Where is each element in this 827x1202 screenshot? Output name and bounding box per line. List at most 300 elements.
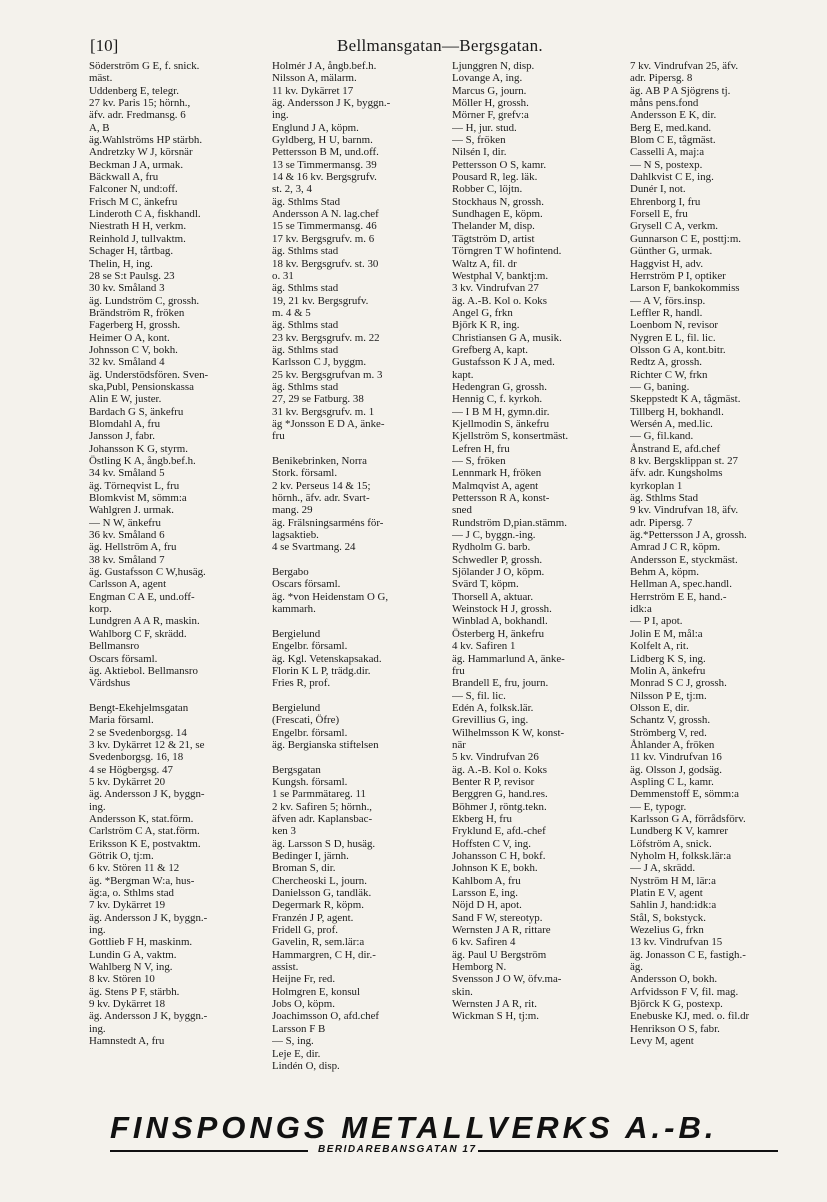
directory-line: Aspling C L, kamr. bbox=[630, 775, 714, 788]
directory-line: Sundhagen E, köpm. bbox=[452, 208, 543, 221]
directory-line: 31 kv. Bergsgrufv. m. 1 bbox=[272, 405, 375, 418]
directory-line: Larson F, bankokommiss bbox=[630, 282, 740, 295]
directory-line: 7 kv. Vindrufvan 25, äfv. bbox=[630, 60, 739, 72]
directory-line: 19, 21 kv. Bergsgrufv. bbox=[272, 294, 369, 307]
directory-line: Pousard R, leg. läk. bbox=[452, 171, 538, 184]
directory-line bbox=[272, 690, 450, 702]
directory-line: Dahlkvist C E, ing. bbox=[630, 171, 714, 184]
directory-line: Törngren T W hofintend. bbox=[452, 245, 562, 258]
directory-line: Chercheoski L, journ. bbox=[272, 874, 367, 887]
directory-line: Värdshus bbox=[89, 677, 131, 690]
directory-line: äg. Andersson J K, byggn.- bbox=[89, 1010, 208, 1023]
directory-line: Gustafsson K J A, med. bbox=[452, 356, 555, 369]
directory-line: — N W, änkefru bbox=[89, 516, 161, 529]
directory-line: Grysell C A, verkm. bbox=[630, 220, 719, 233]
directory-line: Thelander M, disp. bbox=[452, 220, 535, 233]
directory-line: Linderoth C A, fiskhandl. bbox=[89, 208, 201, 221]
directory-line: Olsson E, dir. bbox=[630, 701, 690, 714]
directory-line: Beckman J A, urmak. bbox=[89, 158, 184, 171]
directory-line: Blomkvist M, sömm:a bbox=[89, 492, 187, 505]
directory-line: Stockhaus N, grossh. bbox=[452, 195, 544, 208]
directory-line: Bardach G S, änkefru bbox=[89, 405, 184, 418]
directory-line: 11 kv. Dykärret 17 bbox=[272, 84, 354, 97]
directory-line: 36 kv. Småland 6 bbox=[89, 529, 165, 542]
directory-line: Franzén J P, agent. bbox=[272, 911, 354, 924]
directory-line: Leje E, dir. bbox=[272, 1047, 321, 1060]
directory-line: Schantz V, grossh. bbox=[630, 714, 711, 727]
directory-line: — H, jur. stud. bbox=[452, 121, 517, 134]
directory-line: äg. Kgl. Vetenskapsakad. bbox=[272, 652, 382, 665]
directory-line: Lefren H, fru bbox=[452, 442, 510, 455]
directory-line: Wahlgren J. urmak. bbox=[89, 504, 175, 517]
directory-line: äg. Frälsningsarméns för- bbox=[272, 516, 384, 529]
directory-line: Wernsten J A R, rittare bbox=[452, 924, 551, 937]
directory-line: Pettersson O S, kamr. bbox=[452, 158, 547, 171]
directory-line: A, B bbox=[89, 121, 110, 134]
directory-line: kammarh. bbox=[272, 603, 316, 616]
directory-line: Sjölander J O, köpm. bbox=[452, 566, 545, 579]
directory-line: Redtz A, grossh. bbox=[630, 356, 702, 369]
directory-line: Holmér J A, ångb.bef.h. bbox=[272, 60, 377, 72]
directory-line: Stål, S, bokstyck. bbox=[630, 911, 706, 924]
directory-line: Östling K A, ångb.bef.h. bbox=[89, 455, 196, 467]
directory-line: 9 kv. Dykärret 18 bbox=[89, 998, 166, 1011]
directory-line: Schwedler P, grossh. bbox=[452, 553, 543, 566]
directory-line: Lundin G A, vaktm. bbox=[89, 948, 177, 961]
directory-line: Wilhelmsson K W, konst- bbox=[452, 726, 565, 739]
directory-line: Nilsén I, dir. bbox=[452, 146, 507, 159]
directory-line: äg. Olsson J, godsäg. bbox=[630, 763, 722, 776]
directory-line bbox=[272, 554, 450, 566]
directory-line: Larsson E, ing. bbox=[452, 887, 518, 900]
directory-line: Svedenborgsg. 16, 18 bbox=[89, 751, 184, 764]
directory-line: idk:a bbox=[630, 603, 652, 616]
directory-line: Berg E, med.kand. bbox=[630, 121, 712, 134]
directory-line: äg. Bergianska stiftelsen bbox=[272, 738, 379, 751]
directory-line: Marcus G, journ. bbox=[452, 84, 527, 97]
directory-line: Wahlborg C F, skrädd. bbox=[89, 627, 187, 640]
directory-line: Florin K L P, trädg.dir. bbox=[272, 664, 371, 677]
directory-line: äg. Jonasson C E, fastigh.- bbox=[630, 948, 746, 961]
advertisement-rule-left bbox=[110, 1150, 308, 1152]
directory-line: äg. A.-B. Kol o. Koks bbox=[452, 763, 547, 776]
directory-line: Bergielund bbox=[272, 627, 321, 640]
directory-line: — A V, förs.insp. bbox=[630, 294, 706, 307]
directory-line: Skeppstedt K A, tågmäst. bbox=[630, 393, 741, 406]
directory-line: äg. Hellström A, fru bbox=[89, 541, 177, 554]
directory-line: Sahlin J, hand:idk:a bbox=[630, 899, 717, 912]
directory-line: Nilsson A, mälarm. bbox=[272, 72, 357, 85]
directory-line: Hoffsten C V, ing. bbox=[452, 837, 531, 850]
directory-line: 3 kv. Dykärret 12 & 21, se bbox=[89, 738, 205, 751]
directory-line: Söderström G E, f. snick. bbox=[89, 60, 200, 72]
directory-line: 25 kv. Bergsgrufvan m. 3 bbox=[272, 368, 383, 381]
directory-line: ing. bbox=[89, 1022, 106, 1035]
directory-line: äg *Jonsson E D A, änke- bbox=[272, 417, 385, 430]
directory-line: fru bbox=[452, 664, 465, 677]
advertisement-address: BERIDAREBANSGATAN 17 bbox=[318, 1144, 477, 1155]
page-title: Bellmansgatan—Bergsgatan. bbox=[337, 36, 543, 55]
directory-line: — G, fil.kand. bbox=[630, 430, 694, 443]
directory-line: Nöjd D H, apot. bbox=[452, 899, 522, 912]
directory-line: ing. bbox=[89, 800, 106, 813]
directory-line: Angel G, frkn bbox=[452, 306, 513, 319]
directory-line: Haggvist H, adv. bbox=[630, 257, 704, 270]
directory-line: Hennig C, f. kyrkoh. bbox=[452, 393, 543, 406]
directory-line: äg. Sthlms Stad bbox=[272, 195, 341, 208]
directory-line: äg. Aktiebol. Bellmansro bbox=[89, 664, 198, 677]
directory-line: äg. Gustafsson C W,husäg. bbox=[89, 566, 206, 579]
directory-line: Wezelius G, frkn bbox=[630, 924, 704, 937]
directory-line: äg.*Pettersson J A, grossh. bbox=[630, 529, 747, 542]
directory-column-3 bbox=[452, 60, 628, 1023]
directory-line: — J A, skrädd. bbox=[630, 862, 696, 875]
directory-line: 18 kv. Bergsgrufv. st. 30 bbox=[272, 257, 379, 270]
directory-line: 1 se Parmmätareg. 11 bbox=[272, 788, 366, 801]
directory-line: Karlsson G A, förrådsförv. bbox=[630, 812, 746, 825]
directory-line: Leffler R, handl. bbox=[630, 306, 703, 319]
directory-line: Gyldberg, H U, barnm. bbox=[272, 134, 373, 147]
directory-line: Andersson K, stat.förm. bbox=[89, 812, 194, 825]
directory-line: 7 kv. Dykärret 19 bbox=[89, 899, 166, 912]
directory-line: Wersén A, med.lic. bbox=[630, 417, 713, 430]
directory-line: — S, fröken bbox=[452, 455, 506, 467]
directory-line: Kolfelt A, rit. bbox=[630, 640, 689, 653]
directory-line: äg. Lundström C, grossh. bbox=[89, 294, 200, 307]
directory-line: Larsson F B bbox=[272, 1022, 326, 1035]
directory-line: Oscars församl. bbox=[89, 652, 158, 665]
directory-line: Andersson E K, dir. bbox=[630, 109, 717, 122]
directory-line: Richter C W, frkn bbox=[630, 368, 708, 381]
directory-line: 11 kv. Vindrufvan 16 bbox=[630, 751, 722, 764]
directory-line: 27 kv. Paris 15; hörnh., bbox=[89, 97, 191, 110]
directory-line: Löfström A, snick. bbox=[630, 837, 712, 850]
directory-line bbox=[272, 443, 450, 455]
directory-line: äfv. adr. Kungsholms bbox=[630, 467, 723, 480]
directory-line: Grevillius G, ing. bbox=[452, 714, 529, 727]
directory-line: Strömberg V, red. bbox=[630, 726, 707, 739]
directory-line: Nilsson P E, tj:m. bbox=[630, 689, 707, 702]
directory-line: Berggren G, hand.res. bbox=[452, 788, 548, 801]
directory-line: Österberg H, änkefru bbox=[452, 627, 545, 640]
directory-line: Bellmansro bbox=[89, 640, 140, 653]
directory-line: äg. Sthlms Stad bbox=[630, 492, 699, 505]
directory-line: Åhlander A, fröken bbox=[630, 738, 715, 751]
directory-line: Christiansen G A, musik. bbox=[452, 331, 562, 344]
directory-line: Johnsson C V, bokh. bbox=[89, 343, 178, 356]
directory-line: kyrkoplan 1 bbox=[630, 479, 683, 492]
directory-line: 3 kv. Vindrufvan 27 bbox=[452, 282, 539, 295]
directory-line: 38 kv. Småland 7 bbox=[89, 553, 165, 566]
directory-line: Bergielund bbox=[272, 701, 321, 714]
directory-line: Lindén O, disp. bbox=[272, 1059, 340, 1072]
directory-line: st. 2, 3, 4 bbox=[272, 183, 312, 196]
directory-line: 8 kv. Stören 10 bbox=[89, 973, 155, 986]
directory-line: Joachimsson O, afd.chef bbox=[272, 1010, 380, 1023]
directory-line: — N S, postexp. bbox=[630, 158, 703, 171]
directory-line: Carlström C A, stat.förm. bbox=[89, 825, 200, 838]
directory-line: lagsaktieb. bbox=[272, 529, 319, 542]
directory-line: Günther G, urmak. bbox=[630, 245, 713, 258]
directory-line: Andersson A N. lag.chef bbox=[272, 208, 379, 221]
directory-line: Heijne Fr, red. bbox=[272, 973, 336, 986]
directory-line: Dunér I, not. bbox=[630, 183, 686, 196]
directory-line: äfven adr. Kaplansbac- bbox=[272, 812, 373, 825]
directory-line: 8 kv. Bergsklippan st. 27 bbox=[630, 455, 738, 467]
directory-line: 34 kv. Småland 5 bbox=[89, 467, 165, 480]
directory-line: Lovange A, ing. bbox=[452, 72, 523, 85]
directory-line: (Frescati, Öfre) bbox=[272, 714, 340, 727]
directory-line: Lundgren A A R, maskin. bbox=[89, 615, 200, 628]
directory-line: Grefberg A, kapt. bbox=[452, 343, 529, 356]
advertisement-rule-right bbox=[478, 1150, 778, 1152]
directory-line: Pettersson B M, und.off. bbox=[272, 146, 379, 159]
directory-line: äg:a, o. Sthlms stad bbox=[89, 887, 175, 900]
directory-line: — P I, apot. bbox=[630, 615, 683, 628]
directory-column-4 bbox=[630, 60, 817, 1048]
directory-line bbox=[89, 690, 270, 702]
directory-line: Andersson O, bokh. bbox=[630, 973, 718, 986]
directory-line: Engman C A E, und.off- bbox=[89, 590, 195, 603]
directory-line: Herrström P I, optiker bbox=[630, 269, 726, 282]
directory-line: Möller H, grossh. bbox=[452, 97, 529, 110]
directory-line: Demmenstoff E, sömm:a bbox=[630, 788, 739, 801]
directory-line: Andretzky W J, körsnär bbox=[89, 146, 193, 159]
directory-line: äg. Understödsfören. Sven- bbox=[89, 368, 209, 381]
directory-line: Johnson K E, bokh. bbox=[452, 862, 538, 875]
directory-line: Hamnstedt A, fru bbox=[89, 1035, 165, 1048]
directory-line: Herrström E E, hand.- bbox=[630, 590, 727, 603]
directory-line: äg. Sthlms stad bbox=[272, 343, 339, 356]
directory-line: Wickman S H, tj:m. bbox=[452, 1010, 539, 1023]
directory-line: Olsson G A, kont.bitr. bbox=[630, 343, 726, 356]
directory-line: Lidberg K S, ing. bbox=[630, 652, 706, 665]
directory-line: Ånstrand E, afd.chef bbox=[630, 442, 721, 455]
directory-line: Nygren E L, fil. lic. bbox=[630, 331, 716, 344]
directory-line: mäst. bbox=[89, 72, 113, 85]
directory-line: Oscars församl. bbox=[272, 578, 341, 591]
directory-line: äg. Sthlms stad bbox=[272, 282, 339, 295]
directory-line: 4 se Högbergsg. 47 bbox=[89, 763, 173, 776]
directory-line: Svensson J O W, öfv.ma- bbox=[452, 973, 562, 986]
directory-line: 4 se Svartmang. 24 bbox=[272, 541, 356, 554]
directory-line: Sand F W, stereotyp. bbox=[452, 911, 543, 924]
directory-line: 5 kv. Dykärret 20 bbox=[89, 775, 166, 788]
directory-line: Englund J A, köpm. bbox=[272, 121, 359, 134]
directory-line: Niestrath H H, verkm. bbox=[89, 220, 187, 233]
directory-line: Weinstock H J, grossh. bbox=[452, 603, 552, 616]
directory-line: Bergabo bbox=[272, 566, 309, 579]
directory-line: när bbox=[452, 738, 466, 751]
directory-line: Brandell E, fru, journ. bbox=[452, 677, 549, 690]
directory-line: — S, fröken bbox=[452, 134, 506, 147]
directory-line: Rundström D,pian.stämm. bbox=[452, 516, 567, 529]
directory-line: Alin E W, juster. bbox=[89, 393, 162, 406]
directory-line bbox=[272, 751, 450, 763]
directory-line: skin. bbox=[452, 985, 473, 998]
directory-line bbox=[272, 615, 450, 627]
directory-line: Bäckwall A, fru bbox=[89, 171, 159, 184]
directory-line: 32 kv. Småland 4 bbox=[89, 356, 165, 369]
directory-line: Maria församl. bbox=[89, 714, 154, 727]
directory-line: mang. 29 bbox=[272, 504, 313, 517]
directory-line: Bedinger I, järnh. bbox=[272, 850, 349, 862]
directory-line: Carlsson A, agent bbox=[89, 578, 167, 591]
directory-line: äg. Andersson J K, byggn.- bbox=[272, 97, 391, 110]
directory-line: Pettersson R A, konst- bbox=[452, 492, 550, 505]
directory-line: Gunnarson C E, posttj:m. bbox=[630, 232, 742, 245]
directory-line: Tägtström D, artist bbox=[452, 232, 535, 245]
directory-line: Wernsten J A R, rit. bbox=[452, 998, 538, 1011]
directory-line: Amrad J C R, köpm. bbox=[630, 541, 721, 554]
directory-line: Hemborg N. bbox=[452, 961, 507, 974]
directory-line: Jolin E M, mål:a bbox=[630, 627, 703, 640]
directory-line: äg. Andersson J K, byggn.- bbox=[89, 911, 208, 924]
directory-line: Benikebrinken, Norra bbox=[272, 455, 367, 467]
directory-line: m. 4 & 5 bbox=[272, 306, 311, 319]
directory-line: äg. Stens P F, stärbh. bbox=[89, 985, 180, 998]
directory-line: Henrikson O S, fabr. bbox=[630, 1022, 720, 1035]
directory-line: Stork. församl. bbox=[272, 467, 338, 480]
directory-line: Fagerberg H, grossh. bbox=[89, 319, 181, 332]
directory-line: 17 kv. Bergsgrufv. m. 6 bbox=[272, 232, 375, 245]
directory-line: Molin A, änkefru bbox=[630, 664, 706, 677]
directory-line: äfv. adr. Fredmansg. 6 bbox=[89, 109, 186, 122]
directory-line: ska,Publ, Pensionskassa bbox=[89, 380, 194, 393]
directory-line: Mörner F, grefv:a bbox=[452, 109, 529, 122]
directory-line: Fryklund E, afd.-chef bbox=[452, 825, 546, 838]
directory-column-2 bbox=[272, 60, 450, 1072]
directory-line: kapt. bbox=[452, 368, 474, 381]
directory-line: Nyholm H, folksk.lär:a bbox=[630, 850, 732, 862]
directory-line: 2 se Svedenborgsg. 14 bbox=[89, 726, 187, 739]
directory-line: — S, ing. bbox=[272, 1035, 314, 1048]
directory-line: Kahlbom A, fru bbox=[452, 874, 521, 887]
directory-line: Eriksson K E, postvaktm. bbox=[89, 837, 201, 850]
advertisement-title: FINSPONGS METALLVERKS A.-B. bbox=[110, 1110, 718, 1145]
directory-line: Robber C, löjtn. bbox=[452, 183, 523, 196]
directory-line: äg. Sthlms stad bbox=[272, 380, 339, 393]
directory-line: äg. Törneqvist L, fru bbox=[89, 479, 180, 492]
directory-line: Broman S, dir. bbox=[272, 862, 336, 875]
directory-line: Winblad A, bokhandl. bbox=[452, 615, 548, 628]
directory-line: Arfvidsson F V, fil. mag. bbox=[630, 985, 739, 998]
directory-line: 28 se S:t Paulsg. 23 bbox=[89, 269, 175, 282]
directory-line: 6 kv. Stören 11 & 12 bbox=[89, 862, 180, 875]
directory-line: Westphal V, banktj:m. bbox=[452, 269, 549, 282]
directory-line: 13 se Timmermansg. 39 bbox=[272, 158, 377, 171]
directory-line: Johansson K G, styrm. bbox=[89, 442, 188, 455]
directory-line: Behm A, köpm. bbox=[630, 566, 699, 579]
directory-line: Björck K G, postexp. bbox=[630, 998, 723, 1011]
directory-line: 2 kv. Perseus 14 & 15; bbox=[272, 479, 371, 492]
directory-line: Casselli A, maj:a bbox=[630, 146, 705, 159]
directory-line: måns pens.fond bbox=[630, 97, 699, 110]
directory-line: 4 kv. Safiren 1 bbox=[452, 640, 516, 653]
directory-line: Thelin, H, ing. bbox=[89, 257, 153, 270]
directory-line: Monrad S C J, grossh. bbox=[630, 677, 727, 690]
directory-line: Ljunggren N, disp. bbox=[452, 60, 535, 72]
directory-line: Fridell G, prof. bbox=[272, 924, 338, 937]
directory-line: Björk K R, ing. bbox=[452, 319, 520, 332]
directory-line: Engelbr. församl. bbox=[272, 726, 348, 739]
directory-line: 27, 29 se Fatburg. 38 bbox=[272, 393, 364, 406]
directory-line: Ehrenborg I, fru bbox=[630, 195, 701, 208]
directory-column-1 bbox=[89, 60, 270, 1048]
directory-line: Loenbom N, revisor bbox=[630, 319, 719, 332]
directory-line: Böhmer J, röntg.tekn. bbox=[452, 800, 547, 813]
directory-line: Bengt-Ekehjelmsgatan bbox=[89, 701, 189, 714]
directory-line: Kjellmodin S, änkefru bbox=[452, 417, 550, 430]
directory-line: äg. *Bergman W:a, hus- bbox=[89, 874, 195, 887]
directory-line: Danielsson G, tandläk. bbox=[272, 887, 372, 900]
directory-line: 5 kv. Vindrufvan 26 bbox=[452, 751, 539, 764]
directory-line: Platin E V, agent bbox=[630, 887, 703, 900]
directory-line: 6 kv. Safiren 4 bbox=[452, 936, 516, 949]
directory-line: Uddenberg E, telegr. bbox=[89, 84, 179, 97]
directory-line: Hellman A, spec.handl. bbox=[630, 578, 732, 591]
directory-line: 14 & 16 kv. Bergsgrufv. bbox=[272, 171, 377, 184]
directory-line: Jobs O, köpm. bbox=[272, 998, 335, 1011]
directory-line: Hammargren, C H, dir.- bbox=[272, 948, 376, 961]
directory-line: Ekberg H, fru bbox=[452, 812, 512, 825]
directory-line: o. 31 bbox=[272, 269, 294, 282]
directory-line: Forsell E, fru bbox=[630, 208, 688, 221]
directory-line: Hedengran G, grossh. bbox=[452, 380, 547, 393]
directory-line: Johansson C H, bokf. bbox=[452, 850, 546, 862]
directory-line: Malmqvist A, agent bbox=[452, 479, 539, 492]
directory-line: Blom C E, tågmäst. bbox=[630, 134, 716, 147]
directory-line: Schager H, tårtbag. bbox=[89, 245, 174, 258]
directory-line: Fries R, prof. bbox=[272, 677, 331, 690]
directory-line: Rydholm G. barb. bbox=[452, 541, 531, 554]
directory-line: 13 kv. Vindrufvan 15 bbox=[630, 936, 723, 949]
directory-line: 2 kv. Safiren 5; hörnh., bbox=[272, 800, 373, 813]
directory-line: Lennmark H, fröken bbox=[452, 467, 542, 480]
directory-line: fru bbox=[272, 430, 285, 443]
directory-line: Götrik O, tj:m. bbox=[89, 850, 154, 862]
directory-line: Levy M, agent bbox=[630, 1035, 694, 1048]
directory-line: Gottlieb F H, maskinm. bbox=[89, 936, 193, 949]
directory-line: ing. bbox=[89, 924, 106, 937]
directory-line: Kjellström S, konsertmäst. bbox=[452, 430, 569, 443]
directory-line: äg.Wahlströms HP stärbh. bbox=[89, 134, 203, 147]
directory-line: Lundberg K V, kamrer bbox=[630, 825, 728, 838]
directory-line: Heimer O A, kont. bbox=[89, 331, 170, 344]
directory-line: — I B M H, gymn.dir. bbox=[452, 405, 550, 418]
directory-line: Engelbr. församl. bbox=[272, 640, 348, 653]
directory-line: ken 3 bbox=[272, 825, 296, 838]
directory-line: äg. Hammarlund A, änke- bbox=[452, 652, 565, 665]
directory-line: 9 kv. Vindrufvan 18, äfv. bbox=[630, 504, 739, 517]
directory-line: Svärd T, köpm. bbox=[452, 578, 519, 591]
directory-line: Degermark R, köpm. bbox=[272, 899, 364, 912]
directory-line: Wahlberg N V, ing. bbox=[89, 961, 173, 974]
directory-line: Waltz A, fil. dr bbox=[452, 257, 517, 270]
directory-line: 23 kv. Bergsgrufv. m. 22 bbox=[272, 331, 380, 344]
directory-line: — G, baning. bbox=[630, 380, 690, 393]
directory-line: Falconer N, und:off. bbox=[89, 183, 178, 196]
directory-line: äg. Andersson J K, byggn- bbox=[89, 788, 205, 801]
directory-line: Holmgren E, konsul bbox=[272, 985, 361, 998]
directory-line: 15 se Timmermansg. 46 bbox=[272, 220, 377, 233]
page-header bbox=[90, 36, 790, 56]
directory-line: äg. A.-B. Kol o. Koks bbox=[452, 294, 547, 307]
directory-line: korp. bbox=[89, 603, 112, 616]
directory-line: sned bbox=[452, 504, 472, 517]
directory-line: Karlsson C J, byggm. bbox=[272, 356, 367, 369]
directory-line: Gavelin, R, sem.lär:a bbox=[272, 936, 365, 949]
